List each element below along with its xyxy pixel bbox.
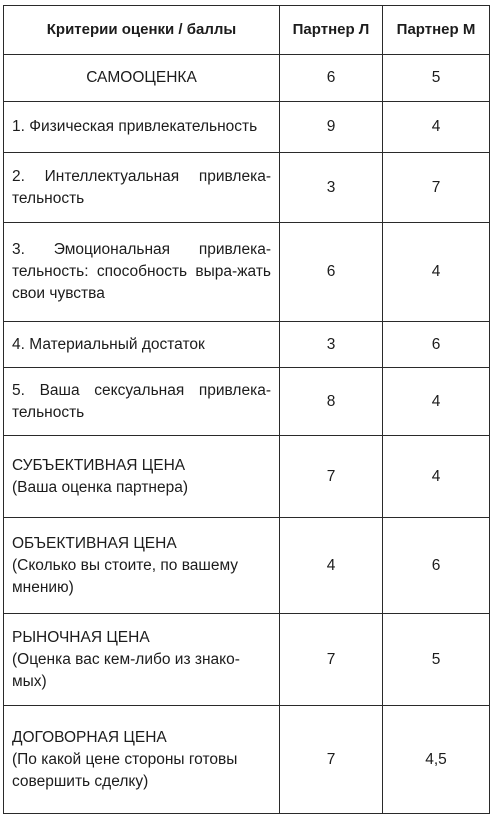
row-criteria: 1. Физическая привлекательность [4,102,280,153]
row-value-partner-m: 4 [383,436,490,518]
table-row [4,153,490,223]
row-criteria [4,706,280,814]
row-value-partner-m: 6 [383,518,490,614]
row-value-partner-l: 4 [280,518,383,614]
table-row [4,614,490,706]
row-value-partner-m: 4 [383,368,490,436]
row-value-partner-m: 4 [383,223,490,322]
evaluation-table [3,5,490,814]
row-criteria [4,518,280,614]
row-value-partner-l: 7 [280,706,383,814]
row-criteria-note: (Сколько вы стоите, по вашему мнению) [12,556,239,596]
row-criteria-title: СУБЪЕКТИВНАЯ ЦЕНА [12,456,186,474]
row-value-partner-m: 4 [383,102,490,153]
header-row [4,6,490,55]
row-value-partner-l: 7 [280,436,383,518]
row-value-partner-l: 9 [280,102,383,153]
row-criteria: 2. Интеллектуальная привлека-тельность [4,153,280,223]
row-criteria: САМООЦЕНКА [4,55,280,102]
row-value-partner-l: 7 [280,614,383,706]
row-value-partner-l: 3 [280,153,383,223]
row-criteria-title: ДОГОВОРНАЯ ЦЕНА [12,728,167,746]
row-criteria-title: ОБЪЕКТИВНАЯ ЦЕНА [12,534,177,552]
header-partner-l: Партнер Л [280,6,383,55]
header-criteria: Критерии оценки / баллы [4,6,280,55]
row-value-partner-l: 6 [280,55,383,102]
table-row [4,706,490,814]
row-value-partner-m: 7 [383,153,490,223]
row-criteria: 3. Эмоциональная привлека-тельность: способность выра-жать свои чувства [4,223,280,322]
table-row [4,436,490,518]
header-partner-m: Партнер М [383,6,490,55]
table-row [4,55,490,102]
row-criteria-note: (По какой цене стороны готовы совершить сделку) [12,750,238,790]
table-row [4,322,490,368]
row-criteria-title: РЫНОЧНАЯ ЦЕНА [12,628,150,646]
row-criteria [4,614,280,706]
row-value-partner-m: 5 [383,55,490,102]
table-row [4,368,490,436]
row-criteria [4,436,280,518]
row-value-partner-l: 3 [280,322,383,368]
row-value-partner-m: 6 [383,322,490,368]
table-row [4,223,490,322]
row-criteria-note: (Ваша оценка партнера) [12,478,189,496]
row-criteria: 4. Материальный достаток [4,322,280,368]
table-row [4,102,490,153]
row-value-partner-m: 5 [383,614,490,706]
row-criteria-note: (Оценка вас кем-либо из знако-мых) [12,650,240,690]
table-row [4,518,490,614]
row-value-partner-l: 8 [280,368,383,436]
row-criteria: 5. Ваша сексуальная привлека-тельность [4,368,280,436]
row-value-partner-l: 6 [280,223,383,322]
row-value-partner-m: 4,5 [383,706,490,814]
